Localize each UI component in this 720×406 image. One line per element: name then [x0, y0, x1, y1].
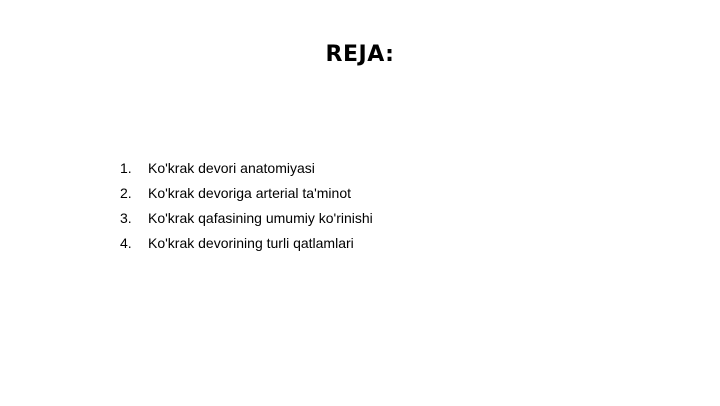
list-item-number: 3.: [120, 210, 132, 226]
list-item-text: Ko'krak qafasining umumiy ko'rinishi: [148, 210, 373, 226]
list-item: [120, 160, 373, 185]
slide-title: REJA:: [325, 42, 395, 67]
plan-list: [120, 160, 373, 260]
list-item-text: Ko'krak devori anatomiyasi: [148, 160, 315, 176]
list-item-text: Ko'krak devoriga arterial ta'minot: [148, 185, 351, 201]
list-item-number: 4.: [120, 235, 132, 251]
list-item-number: 1.: [120, 160, 132, 176]
list-item: [120, 185, 373, 210]
list-item: [120, 235, 373, 260]
list-item: [120, 210, 373, 235]
list-item-text: Ko'krak devorining turli qatlamlari: [148, 235, 354, 251]
list-item-number: 2.: [120, 185, 132, 201]
